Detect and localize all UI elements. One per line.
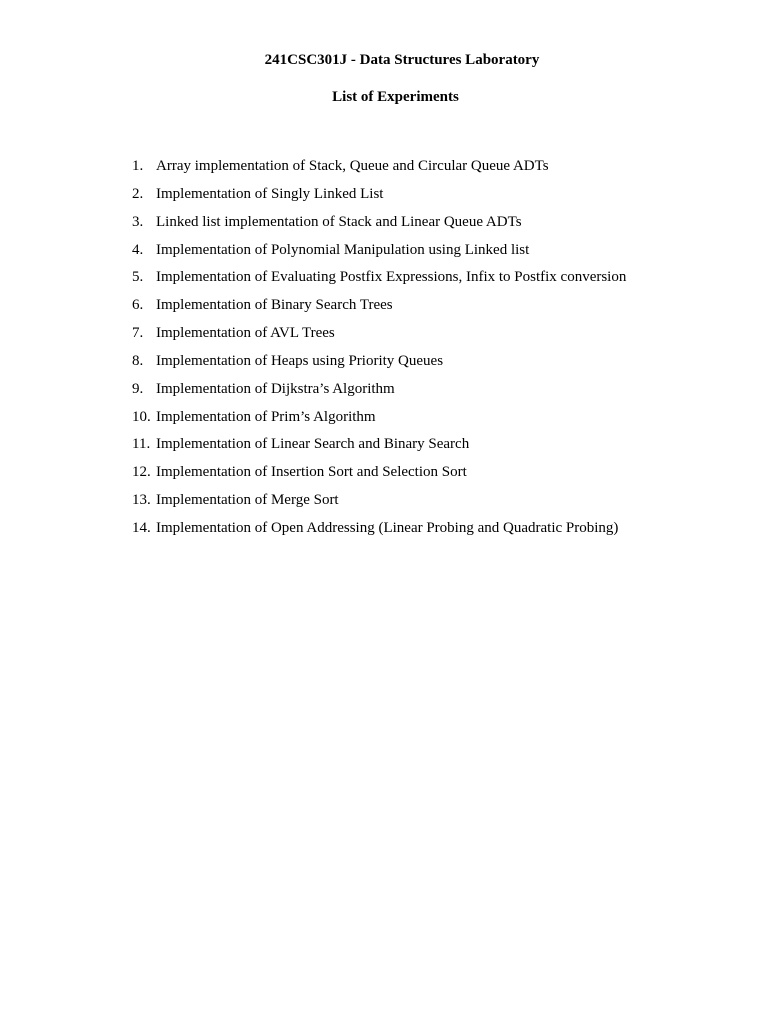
list-item-text: Implementation of Insertion Sort and Selection Sort	[156, 464, 467, 481]
list-item	[132, 156, 732, 184]
list-item-text: Implementation of Prim’s Algorithm	[156, 408, 376, 425]
list-item-text: Implementation of AVL Trees	[156, 325, 335, 342]
list-item	[132, 407, 732, 435]
list-item	[132, 462, 732, 490]
list-item	[132, 518, 732, 546]
list-item-text: Implementation of Polynomial Manipulation using Linked list	[156, 241, 530, 258]
list-item-number: 3.	[132, 213, 144, 230]
document-subtitle: List of Experiments	[332, 89, 459, 105]
list-item	[132, 184, 732, 212]
list-item-text: Implementation of Merge Sort	[156, 492, 339, 509]
list-item-number: 10.	[132, 408, 151, 425]
list-item	[132, 323, 732, 351]
experiment-list	[132, 156, 732, 546]
list-item-number: 13.	[132, 492, 151, 509]
list-item-number: 5.	[132, 269, 144, 286]
list-item-number: 1.	[132, 158, 144, 174]
list-item	[132, 490, 732, 518]
list-item-text: Implementation of Singly Linked List	[156, 185, 384, 202]
list-item	[132, 434, 732, 462]
list-item	[132, 379, 732, 407]
list-item	[132, 351, 732, 379]
list-item-number: 8.	[132, 352, 144, 369]
list-item-number: 14.	[132, 519, 151, 536]
list-item-text: Linked list implementation of Stack and Linear Queue ADTs	[156, 213, 522, 230]
list-item-text: Implementation of Open Addressing (Linear Probing and Quadratic Probing)	[156, 519, 619, 536]
list-item-text: Implementation of Evaluating Postfix Expressions, Infix to Postfix conversion	[156, 269, 627, 286]
list-item-text: Implementation of Binary Search Trees	[156, 297, 393, 314]
list-item-number: 6.	[132, 297, 144, 314]
list-item	[132, 212, 732, 240]
list-item-text: Implementation of Heaps using Priority Queues	[156, 352, 444, 369]
list-item-text: Implementation of Linear Search and Binary Search	[156, 436, 470, 453]
list-item-number: 11.	[132, 436, 151, 453]
list-item	[132, 240, 732, 268]
list-item	[132, 267, 732, 295]
list-item-number: 12.	[132, 464, 151, 481]
list-item	[132, 295, 732, 323]
list-item-number: 4.	[132, 241, 144, 258]
list-item-number: 7.	[132, 325, 144, 342]
list-item-text: Array implementation of Stack, Queue and Circular Queue ADTs	[156, 158, 549, 174]
list-item-text: Implementation of Dijkstra’s Algorithm	[156, 380, 395, 397]
list-item-number: 9.	[132, 380, 144, 397]
document-title: 241CSC301J - Data Structures Laboratory	[264, 52, 540, 68]
list-item-number: 2.	[132, 185, 144, 202]
